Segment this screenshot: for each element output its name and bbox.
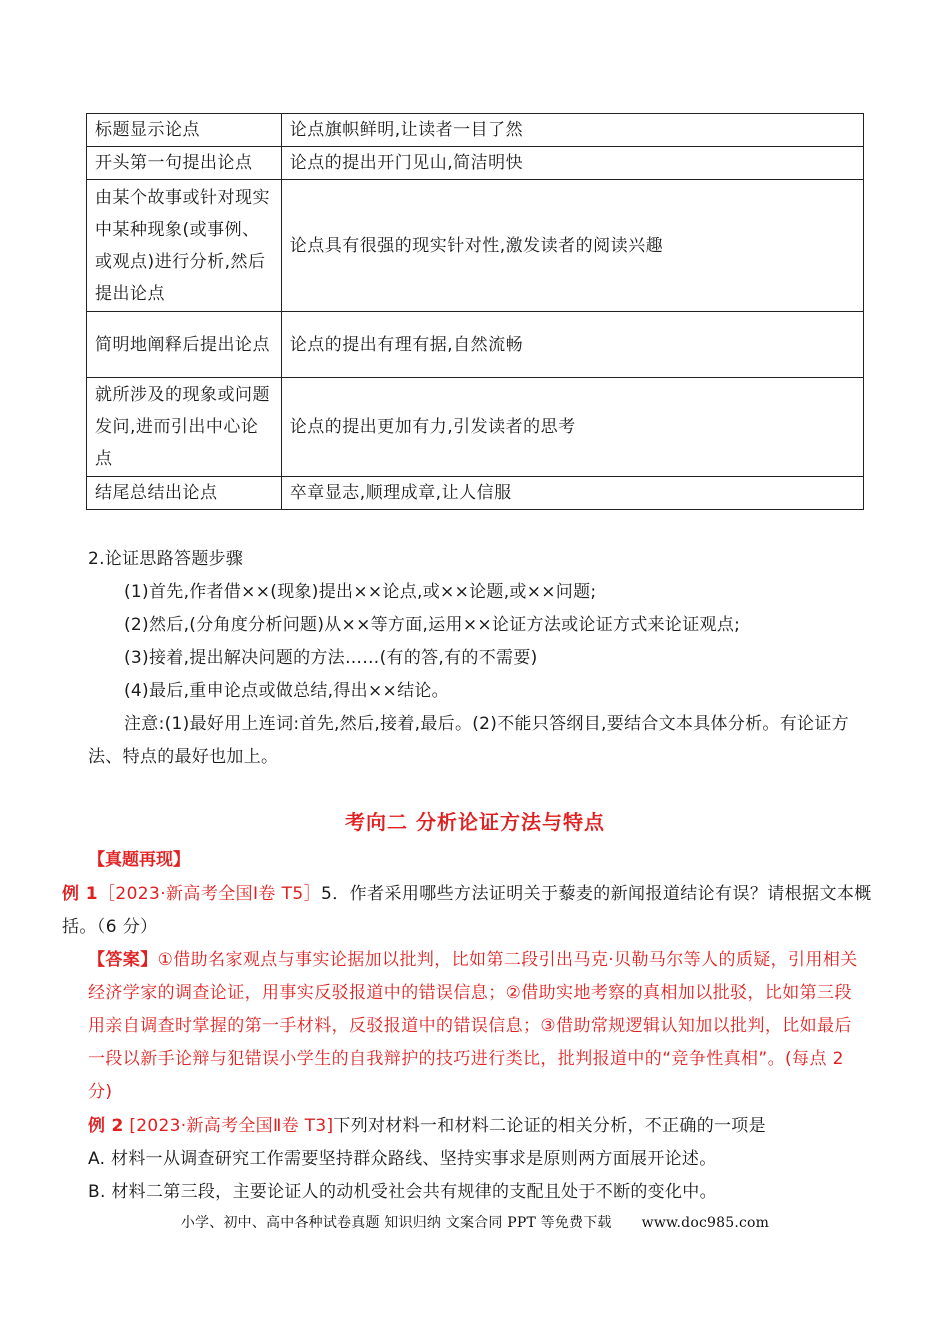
- example-1-source: ［2023·新高考全国Ⅰ卷 T5］: [97, 884, 322, 904]
- step-item: (1)首先,作者借××(现象)提出××论点,或××论题,或××问题;: [124, 582, 597, 602]
- table-cell-effect: 论点的提出有理有据,自然流畅: [281, 312, 863, 378]
- table-row: [87, 147, 864, 180]
- step-item: (2)然后,(分角度分析问题)从××等方面,运用××论证方法或论证方式来论证观点;: [124, 615, 741, 635]
- example-2-source: [2023·新高考全国Ⅱ卷 T3]: [129, 1116, 334, 1136]
- table-row: [87, 477, 864, 510]
- table-row: [87, 312, 864, 378]
- table-cell-method: 由某个故事或针对现实中某种现象(或事例、或观点)进行分析,然后提出论点: [87, 180, 282, 312]
- section-title: 考向二 分析论证方法与特点: [345, 810, 605, 834]
- answer-tag: 【答案】: [88, 950, 158, 970]
- step-item: (3)接着,提出解决问题的方法……(有的答,有的不需要): [124, 648, 538, 668]
- table-cell-effect: 论点具有很强的现实针对性,激发读者的阅读兴趣: [281, 180, 863, 312]
- table-cell-method: 开头第一句提出论点: [87, 147, 282, 180]
- table-cell-method: 简明地阐释后提出论点: [87, 312, 282, 378]
- step-item: (4)最后,重申论点或做总结,得出××结论。: [124, 681, 449, 701]
- example-2-question-line: [88, 1110, 864, 1143]
- page-footer: [0, 1212, 950, 1232]
- example-1-answer: [88, 944, 864, 1109]
- table-row: [87, 378, 864, 477]
- option-b: B. 材料二第三段，主要论证人的动机受社会共有规律的支配且处于不断的变化中。: [88, 1182, 717, 1202]
- steps-heading: 2.论证思路答题步骤: [88, 549, 244, 569]
- table-cell-method: 结尾总结出论点: [87, 477, 282, 510]
- example-1: [62, 878, 874, 944]
- example-2-label: 例 2: [88, 1116, 124, 1136]
- table-cell-effect: 论点的提出开门见山,简洁明快: [281, 147, 863, 180]
- table-cell-method: 标题显示论点: [87, 114, 282, 147]
- footer-text: 小学、初中、高中各种试卷真题 知识归纳 文案合同 PPT 等免费下载: [180, 1215, 612, 1231]
- table-cell-effect: 论点旗帜鲜明,让读者一目了然: [281, 114, 863, 147]
- table-row: [87, 114, 864, 147]
- real-exam-tag: 【真题再现】: [88, 850, 190, 870]
- argument-method-table: [86, 113, 864, 510]
- answer-steps-section: [88, 543, 868, 774]
- table-cell-method: 就所涉及的现象或问题发问,进而引出中心论点: [87, 378, 282, 477]
- table-cell-effect: 论点的提出更加有力,引发读者的思考: [281, 378, 863, 477]
- example-1-question: 5．作者采用哪些方法证明关于藜麦的新闻报道结论有误？请根据文本概括。（6 分）: [62, 884, 872, 937]
- example-2: [88, 1110, 864, 1209]
- answer-text: ①借助名家观点与事实论据加以批判，比如第二段引出马克·贝勒马尔等人的质疑，引用相关经济学家的调查论证，用事实反驳报道中的错误信息；②借助实地考察的真相加以批驳，比如第三段用亲自调查时掌握的第一手材料，反驳报道中的错误信息；③借助常规逻辑认知加以批判，比如最后一段以新手论辩与犯错误小学生的自我辩护的技巧进行类比，批判报道中的“竞争性真相”。(每点 2 分): [88, 950, 858, 1102]
- example-1-label: 例 1: [62, 884, 98, 904]
- option-a: A. 材料一从调查研究工作需要坚持群众路线、坚持实事求是原则两方面展开论述。: [88, 1149, 717, 1169]
- table-cell-effect: 卒章显志,顺理成章,让人信服: [281, 477, 863, 510]
- steps-note: 注意:(1)最好用上连词:首先,然后,接着,最后。(2)不能只答纲目,要结合文本具体分析。有论证方法、特点的最好也加上。: [88, 714, 849, 767]
- footer-site-link[interactable]: www.doc985.com: [641, 1215, 770, 1231]
- table-row: [87, 180, 864, 312]
- example-2-question: 下列对材料一和材料二论证的相关分析，不正确的一项是: [333, 1116, 766, 1136]
